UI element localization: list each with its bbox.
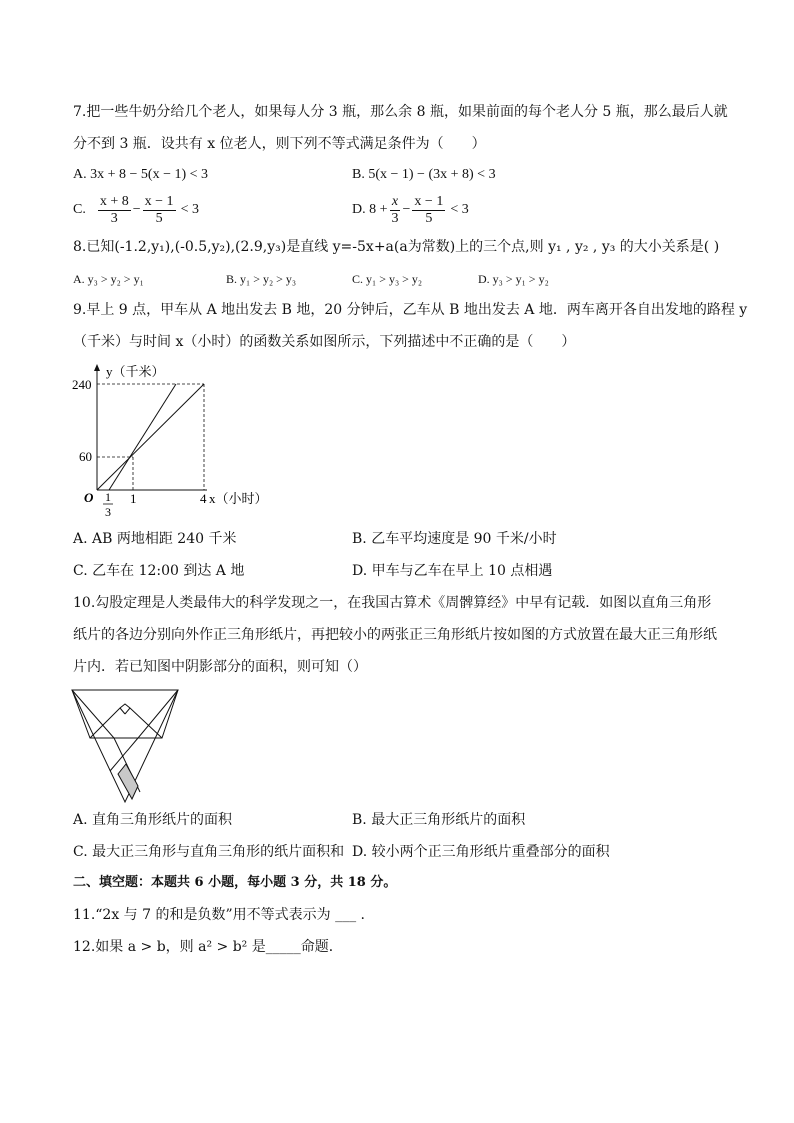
x-tick-4: 4 xyxy=(200,491,207,506)
upper-roof xyxy=(90,704,162,738)
q10-stem-line1: 10.勾股定理是人类最伟大的科学发现之一，在我国古算术《周髀算经》中早有记载．如图以直角三角形 xyxy=(73,595,712,611)
q7-c-minus: − xyxy=(132,202,141,217)
q7-d-frac2-den: 5 xyxy=(425,210,433,226)
q8-option-b: B. y₁ > y₂ > y₃ xyxy=(226,272,297,286)
q9-stem-line2: （千米）与时间 x（小时）的函数关系如图所示，下列描述中不正确的是（ ） xyxy=(73,334,576,350)
right-angle-mark-left xyxy=(120,708,125,714)
q7-d-frac1-den: 3 xyxy=(391,210,399,226)
q7-option-a: A. 3x + 8 − 5(x − 1) < 3 xyxy=(73,167,209,182)
q10-option-a: A. 直角三角形纸片的面积 xyxy=(73,812,233,828)
q10-option-b: B. 最大正三角形纸片的面积 xyxy=(352,812,526,828)
y-axis-arrow-icon xyxy=(94,364,100,371)
x-tick-1: 1 xyxy=(130,491,137,506)
q7-option-c xyxy=(73,192,199,228)
q7-c-frac1-den: 3 xyxy=(110,210,118,226)
y-axis-label: y（千米） xyxy=(106,364,165,379)
q10-stem-line2: 纸片的各边分别向外作正三角形纸片，再把较小的两张正三角形纸片按如图的方式放置在最大正三角形纸 xyxy=(73,627,717,643)
q7-d-frac1-num: x xyxy=(391,193,399,209)
q7-c-frac1-num: x + 8 xyxy=(99,193,129,209)
q7-d-tail: < 3 xyxy=(450,202,469,217)
q7-stem-line1: 7.把一些牛奶分给几个老人，如果每人分 3 瓶，那么余 8 瓶，如果前面的每个老人分 5 瓶，那么最后人就 xyxy=(73,104,728,120)
q9-option-b: B. 乙车平均速度是 90 千米/小时 xyxy=(352,531,557,547)
q8-option-d: D. y₃ > y₁ > y₂ xyxy=(478,272,549,286)
q7-option-b: B. 5(x − 1) − (3x + 8) < 3 xyxy=(352,167,496,182)
q11-stem: 11.“2x 与 7 的和是负数”用不等式表示为 ___ . xyxy=(73,907,365,923)
small-triangle-right xyxy=(138,690,178,738)
q9-option-d: D. 甲车与乙车在早上 10 点相遇 xyxy=(352,563,553,579)
section-two-heading: 二、填空题：本题共 6 小题，每小题 3 分，共 18 分。 xyxy=(73,875,397,890)
q8-option-c: C. y₁ > y₃ > y₂ xyxy=(352,272,423,286)
right-angle-mark-right xyxy=(125,708,130,714)
y-tick-240: 240 xyxy=(72,377,92,392)
q7-c-frac2-den: 5 xyxy=(155,210,163,226)
q9-option-c: C. 乙车在 12:00 到达 A 地 xyxy=(73,563,245,579)
small-triangle-left xyxy=(72,690,114,738)
q7-d-minus: − xyxy=(402,202,411,217)
q7-option-c-label: C. xyxy=(73,202,86,217)
q7-c-tail: < 3 xyxy=(180,202,199,217)
q7-option-d xyxy=(352,192,469,228)
x-axis-label: x（小时） xyxy=(209,491,268,506)
q7-stem-line2: 分不到 3 瓶．设共有 x 位老人，则下列不等式满足条件为（ ） xyxy=(73,136,486,152)
x-frac-den: 3 xyxy=(105,505,111,519)
q7-d-frac2-num: x − 1 xyxy=(414,193,444,209)
q9-distance-time-graph xyxy=(70,362,280,522)
q7-option-d-label: D. 8 + xyxy=(352,202,388,217)
y-tick-60: 60 xyxy=(79,449,92,464)
origin-label: O xyxy=(84,490,94,505)
line-car-yi xyxy=(109,384,176,490)
q9-stem-line1: 9.早上 9 点，甲车从 A 地出发去 B 地，20 分钟后，乙车从 B 地出发去 A 地．两车离开各自出发地的路程 y xyxy=(73,302,748,318)
q10-triangle-figure xyxy=(70,682,182,806)
q8-option-a: A. y₃ > y₂ > y₁ xyxy=(73,272,144,286)
q8-stem: 8.已知(-1.2,y₁),(-0.5,y₂),(2.9,y₃)是直线 y=-5x+a(a为常数)上的三个点,则 y₁ , y₂ , y₃ 的大小关系是( ) xyxy=(73,239,720,255)
q10-option-c: C. 最大正三角形与直角三角形的纸片面积和 xyxy=(73,844,345,860)
q10-option-d: D. 较小两个正三角形纸片重叠部分的面积 xyxy=(352,844,610,860)
q9-option-a: A. AB 两地相距 240 千米 xyxy=(73,531,237,547)
line-car-jia xyxy=(97,384,204,490)
q7-c-frac2-num: x − 1 xyxy=(144,193,174,209)
q12-stem: 12.如果 a > b，则 a² > b² 是_____命题． xyxy=(73,939,343,955)
q10-stem-line3: 片内．若已知图中阴影部分的面积，则可知（） xyxy=(73,659,367,675)
x-frac-num: 1 xyxy=(105,490,111,504)
